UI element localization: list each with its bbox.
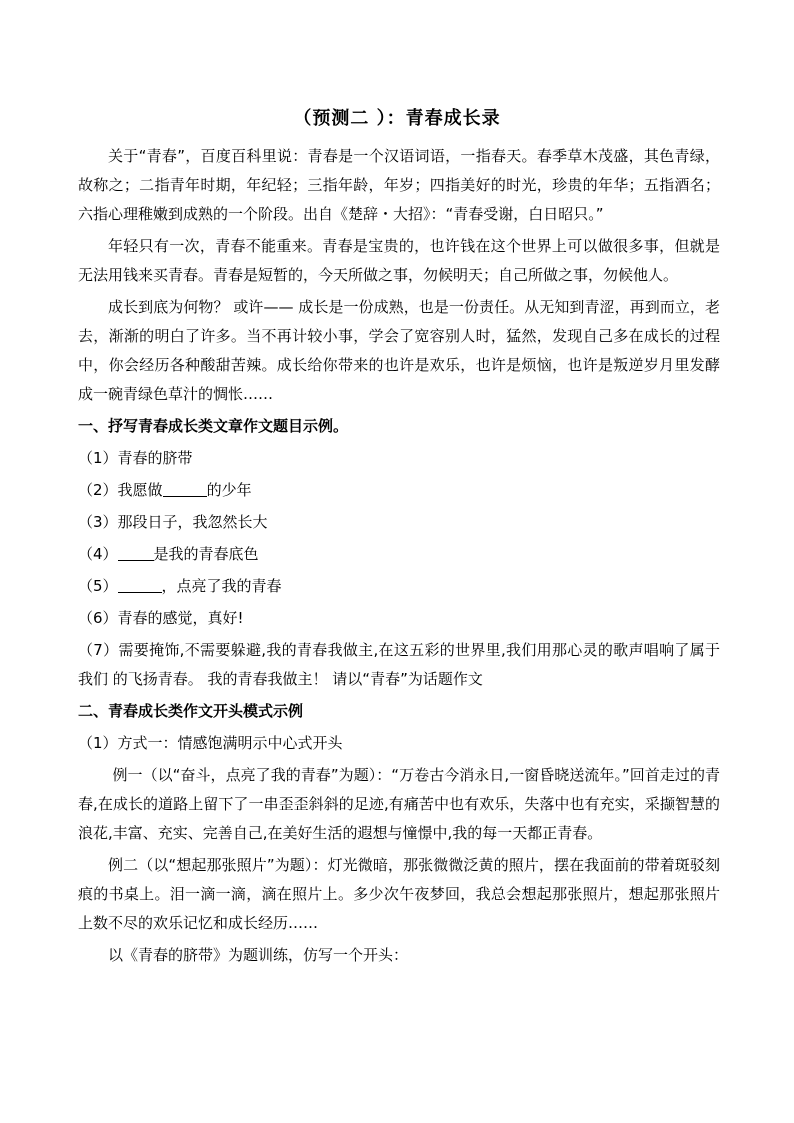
topic-item-7 bbox=[78, 636, 720, 694]
intro-paragraph-3: 成长到底为何物？ 或许—— 成长是一份成熟，也是一份责任。从无知到青涩，再到而立，老去，渐渐的明白了许多。当不再计较小事，学会了宽容别人时，猛然，发现自己多在成长的过程中，你会经历各种酸甜苦辣。成长给你带来的也许是欢乐，也许是烦恼，也许是叛逆岁月里发酵成一碗青绿色草汁的惆怅…… bbox=[78, 298, 720, 403]
topic-item-text: 需要掩饰,不需要躲避,我的青春我做主,在这五彩的世界里,我们用那心灵的歌声唱响了属于我们 的飞扬青春。 我的青春我做主！ 请以“青春”为话题作文 bbox=[78, 641, 721, 688]
topic-item-text-after: 是我的青春底色 bbox=[153, 545, 259, 563]
section1-heading: 一、抒写青春成长类文章作文题目示例。 bbox=[78, 417, 349, 435]
topic-item-5 bbox=[78, 572, 720, 601]
method-label: （1）方式一：情感饱满明示中心式开头 bbox=[78, 734, 343, 752]
example-paragraph-1: 例一（以“奋斗，点亮了我的青春”为题）：“万卷古今消永日,一窗昏晓送流年。”回首走过的青春,在成长的道路上留下了一串歪歪斜斜的足迹,有痛苦中也有欢乐，失落中也有充实，采撷智慧的浪花,丰富、充实、完善自己,在美好生活的遐想与憧憬中,我的每一天都正青春。 bbox=[78, 766, 720, 842]
topic-item-number: （7） bbox=[78, 641, 119, 659]
topic-item-number: （6） bbox=[78, 609, 118, 627]
topic-item-4 bbox=[78, 540, 720, 569]
topic-item-number: （3） bbox=[78, 513, 118, 531]
topic-item-6 bbox=[78, 604, 720, 633]
document-body bbox=[78, 142, 720, 970]
topic-item-1 bbox=[78, 444, 720, 473]
topic-item-text: 那段日子，我忽然长大 bbox=[117, 513, 268, 531]
intro-paragraph-1: 关于“青春”，百度百科里说：青春是一个汉语词语，一指春天。春季草木茂盛，其色青绿，故称之；二指青年时期，年纪轻；三指年龄，年岁；四指美好的时光，珍贵的年华；五指酒名；六指心理稚嫩到成熟的一个阶段。出自《楚辞・大招》：“青春受谢，白日昭只。” bbox=[78, 147, 720, 223]
topic-item-2 bbox=[78, 476, 720, 505]
example-paragraph-2: 例二（以“想起那张照片”为题）：灯光微暗，那张微微泛黄的照片，摆在我面前的带着斑驳刻痕的书桌上。泪一滴一滴，滴在照片上。多少次午夜梦回，我总会想起那张照片，想起那张照片上数不尽的欢乐记忆和成长经历…… bbox=[78, 856, 720, 932]
topic-item-text: 青春的脐带 bbox=[117, 449, 193, 467]
exercise-prompt: 以《青春的脐带》为题训练，仿写一个开头： bbox=[108, 946, 409, 964]
topic-item-3 bbox=[78, 508, 720, 537]
topic-item-number: （2） bbox=[78, 481, 118, 499]
document-title: （预测二 ）：青春成长录 bbox=[293, 108, 501, 129]
section2-heading: 二、青春成长类作文开头模式示例 bbox=[78, 702, 304, 720]
blank-underline bbox=[163, 480, 207, 497]
topic-item-number: （1） bbox=[78, 449, 118, 467]
blank-underline bbox=[118, 544, 154, 561]
topic-item-text: 我愿做 bbox=[117, 481, 163, 499]
blank-underline bbox=[118, 576, 162, 593]
topic-item-number: （4） bbox=[78, 545, 118, 563]
intro-paragraph-2: 年轻只有一次，青春不能重来。青春是宝贵的，也许钱在这个世界上可以做很多事，但就是无法用钱来买青春。青春是短暂的，今天所做之事，勿候明天；自己所做之事，勿候他人。 bbox=[78, 237, 720, 284]
topic-item-number: （5） bbox=[78, 577, 118, 595]
topic-item-text-after: ，点亮了我的青春 bbox=[161, 577, 282, 595]
topic-item-text-after: 的少年 bbox=[206, 481, 252, 499]
topic-item-text: 青春的感觉，真好! bbox=[117, 609, 244, 627]
